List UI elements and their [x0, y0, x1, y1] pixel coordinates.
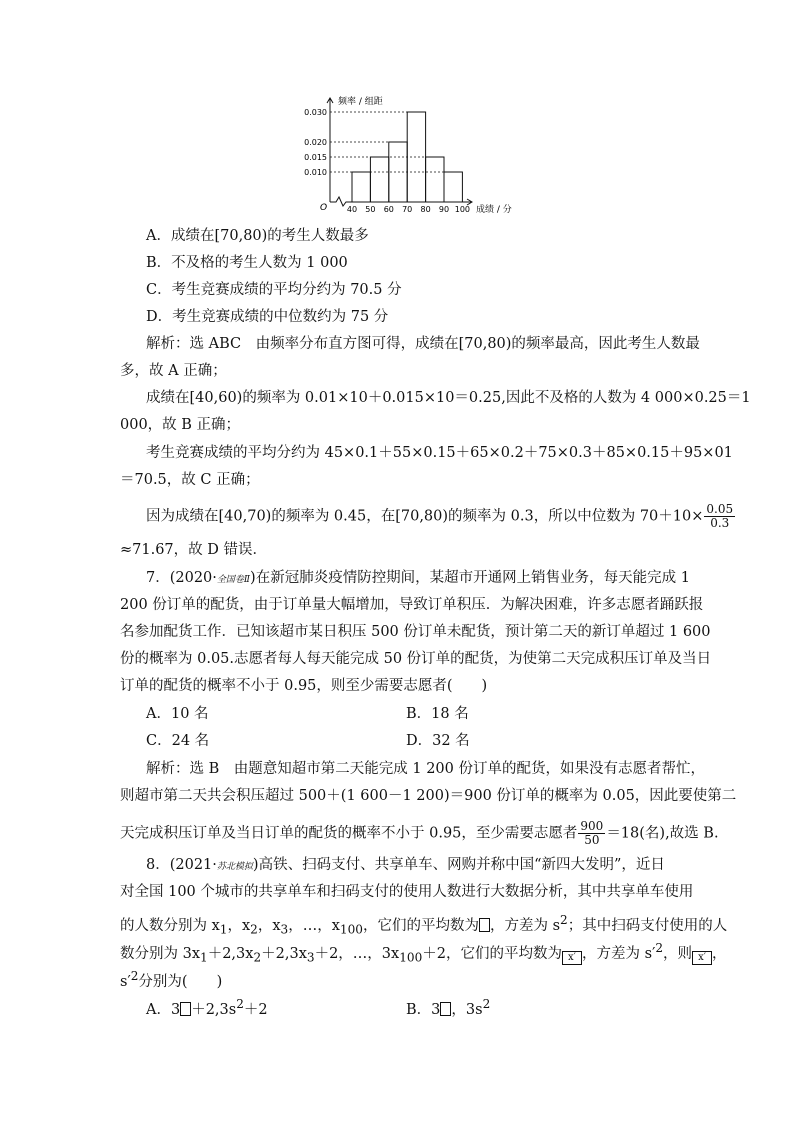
q7-option-d: D．32 名	[406, 733, 470, 749]
q7-stem-line	[146, 568, 691, 590]
q8-stem-line	[120, 966, 680, 992]
subscript: 2	[250, 922, 258, 937]
question-source: 苏北模拟	[216, 862, 253, 872]
superscript: 2	[655, 941, 664, 955]
fraction-denominator: 50	[584, 833, 600, 847]
q7-option-b: B．18 名	[406, 706, 469, 722]
text: )高铁、扫码支付、共享单车、网购并称中国“新四大发明”，近日	[252, 857, 665, 873]
q6-analysis-line: ＝70.5，故 C 正确；	[120, 472, 260, 488]
q6-option-b: B．不及格的考生人数为 1 000	[146, 255, 348, 271]
x-tick-label: 40	[346, 205, 358, 214]
y-axis-label: 频率 / 组距	[338, 97, 383, 107]
text: ＝18(名),故选 B.	[606, 825, 719, 842]
xbar-prime-placeholder-box: x′	[562, 951, 582, 965]
text: 8．(2021·	[146, 857, 217, 873]
text: ＋2，…，3x	[314, 945, 400, 962]
text: ＋2,3x	[207, 945, 254, 962]
x-tick-label: 90	[438, 205, 450, 214]
q6-option-d: D．考生竞赛成绩的中位数约为 75 分	[146, 309, 389, 325]
x-tick-label: 50	[365, 205, 376, 214]
text: ＋2，它们的平均数为	[422, 945, 563, 962]
q6-analysis-line: ≈71.67，故 D 错误．	[120, 542, 268, 558]
x-tick-label: 100	[454, 205, 471, 214]
q6-analysis-line: 000，故 B 正确；	[120, 417, 241, 433]
text: 数分别为 3x	[120, 945, 201, 962]
q7-stem-line: 份的概率为 0.05.志愿者每人每天能完成 50 份订单的配货，为使第二天完成积压订单及当日	[120, 651, 712, 667]
q7-analysis-line: 解析：选 B 由题意知超市第二天能完成 1 200 份订单的配货，如果没有志愿者帮忙，	[146, 761, 705, 777]
y-tick-label: 0.010	[304, 168, 327, 177]
q7-analysis-line	[120, 819, 719, 847]
x-axis-label: 成绩 / 分	[476, 205, 512, 215]
text: s′	[120, 973, 131, 990]
text: ，3s	[451, 1001, 483, 1018]
superscript: 2	[236, 997, 244, 1011]
histogram-bar	[370, 157, 388, 202]
q6-analysis-line: 多，故 A 正确；	[120, 363, 227, 379]
q6-option-c: C．考生竞赛成绩的平均分约为 70.5 分	[146, 282, 402, 298]
q7-analysis-line: 则超市第二天共会积压超过 500＋(1 600－1 200)＝900 份订单的概率为 0.05，因此要使第二	[120, 788, 737, 804]
text: ，则	[663, 945, 693, 962]
x-tick-label: 60	[383, 205, 394, 214]
xbar-placeholder-box	[180, 1002, 191, 1016]
q8-stem-line: 对全国 100 个城市的共享单车和扫码支付的使用人数进行大数据分析，其中共享单车使用	[120, 884, 694, 900]
text: ，方差为 s′	[582, 945, 656, 962]
text: ；其中扫码支付使用的人	[567, 917, 728, 934]
text: ，它们的平均数为	[362, 917, 479, 934]
fraction	[704, 503, 735, 530]
subscript: 1	[200, 950, 208, 965]
text: )在新冠肺炎疫情防控期间，某超市开通网上销售业务，每天能完成 1	[250, 570, 691, 586]
y-tick-label: 0.020	[304, 138, 327, 147]
text: 天完成积压订单及当日订单的配货的概率不小于 0.95，至少需要志愿者	[120, 825, 578, 842]
origin-label: O	[320, 203, 328, 213]
text: 7．(2020·	[146, 570, 217, 586]
text: ＋2,3x	[261, 945, 307, 962]
q7-option-a: A．10 名	[146, 706, 209, 722]
q8-stem-line	[146, 855, 680, 877]
text: ，x	[227, 917, 251, 934]
text: 的人数分别为 x	[120, 917, 220, 934]
y-tick-label: 0.015	[304, 153, 327, 162]
x-tick-label: 80	[420, 205, 431, 214]
q6-analysis-line: 成绩在[40,60)的频率为 0.01×10＋0.015×10＝0.25,因此不及格的人数为 4 000×0.25＝1	[146, 390, 751, 406]
superscript: 2	[130, 969, 139, 983]
text: 分别为( )	[138, 973, 223, 990]
text: ＋2	[243, 1001, 268, 1018]
subscript: 2	[253, 950, 262, 965]
q8-option-a	[146, 994, 268, 1020]
q7-stem-line: 名参加配货工作．已知该超市某日积压 500 份订单未配货，预计第二天的新订单超过 1 600	[120, 624, 711, 640]
q6-option-a: A．成绩在[70,80)的考生人数最多	[146, 228, 369, 244]
subscript: 100	[339, 922, 363, 937]
subscript: 3	[280, 922, 289, 937]
question-source: 全国卷Ⅱ	[216, 575, 251, 585]
histogram-bar	[444, 172, 462, 202]
fraction	[578, 820, 605, 847]
fraction-numerator: 900	[580, 819, 604, 833]
q8-option-b	[406, 994, 490, 1020]
x-tick-label: 70	[402, 205, 413, 214]
text: ＋2,3s	[191, 1001, 237, 1018]
q8-stem-line	[120, 910, 728, 940]
xbar-placeholder-box	[479, 918, 490, 932]
subscript: 100	[399, 950, 423, 965]
subscript: 1	[219, 922, 228, 937]
xbar-prime-placeholder-box: x′	[692, 951, 712, 965]
text: ，x	[257, 917, 281, 934]
superscript: 2	[482, 997, 491, 1011]
histogram-bar	[352, 172, 370, 202]
q7-stem-line: 200 份订单的配货，由于订单量大幅增加，导致订单积压．为解决困难，许多志愿者踊跃报	[120, 597, 704, 613]
q7-stem-line: 订单的配货的概率不小于 0.95，则至少需要志愿者( )	[120, 678, 488, 694]
text: 因为成绩在[40,70)的频率为 0.45，在[70,80)的频率为 0.3，所以中位数为 70＋10×	[146, 508, 704, 525]
subscript: 3	[306, 950, 315, 965]
fraction-numerator: 0.05	[706, 502, 734, 516]
q8-stem-line	[120, 938, 727, 968]
q6-analysis-line: 解析：选 ABC 由频率分布直方图可得，成绩在[70,80)的频率最高，因此考生人数最	[146, 336, 700, 352]
text: ，方差为 s	[489, 917, 561, 934]
q7-option-c: C．24 名	[146, 733, 210, 749]
histogram-bar	[426, 157, 444, 202]
q6-analysis-line: 考生竞赛成绩的平均分约为 45×0.1＋55×0.15＋65×0.2＋75×0.3＋85×0.15＋95×01	[146, 445, 733, 461]
fraction-denominator: 0.3	[710, 516, 730, 530]
text: ，…，x	[288, 917, 340, 934]
y-tick-label: 0.030	[304, 108, 327, 117]
text: ，	[712, 945, 727, 962]
text: A．3	[146, 1001, 181, 1018]
superscript: 2	[560, 913, 568, 927]
q6-analysis-line	[146, 502, 734, 530]
xbar-placeholder-box	[440, 1002, 451, 1016]
text: B．3	[406, 1001, 441, 1018]
frequency-histogram	[290, 90, 530, 220]
